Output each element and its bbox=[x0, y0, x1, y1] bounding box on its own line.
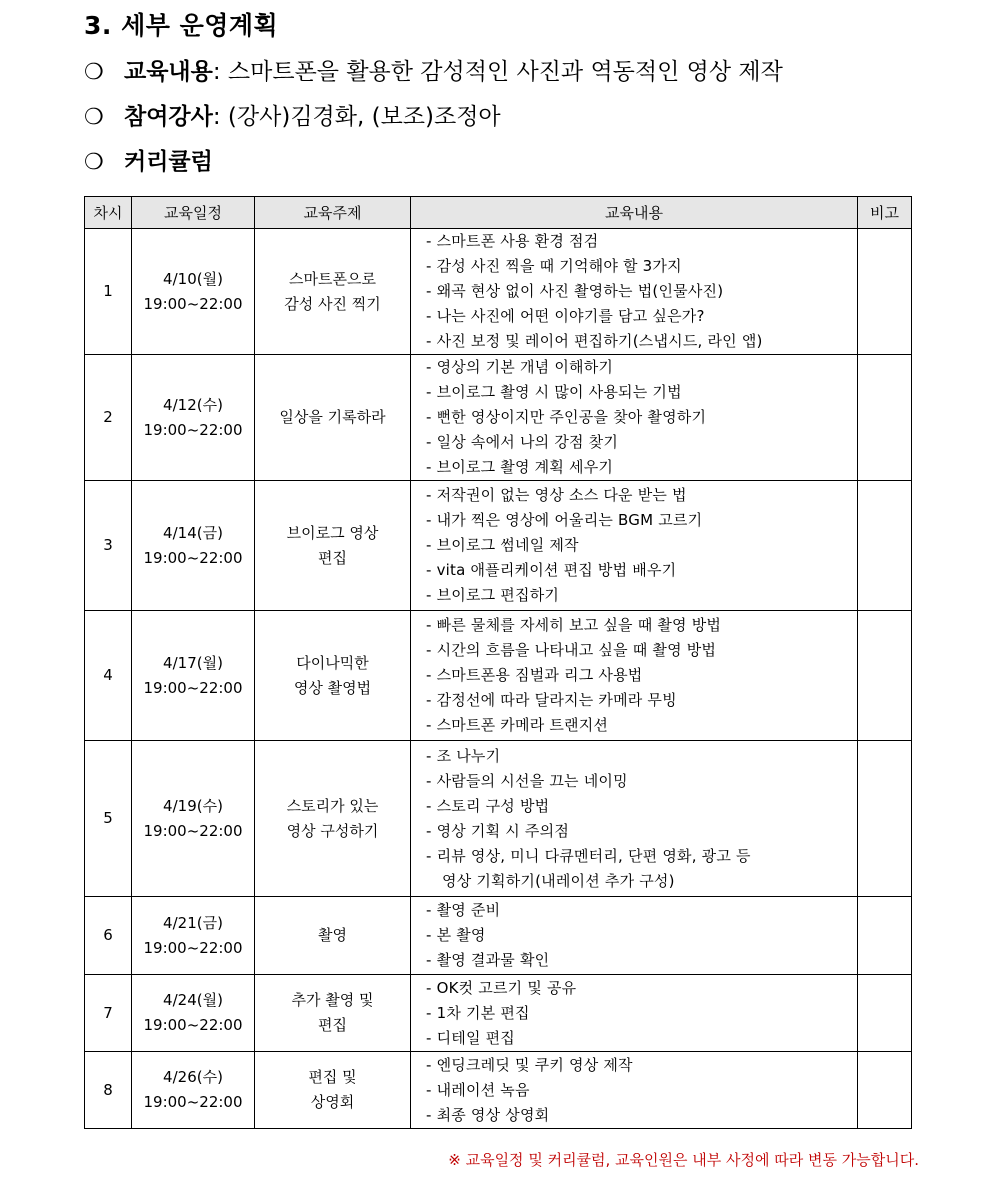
content-line: - 저작권이 없는 영상 소스 다운 받는 법 bbox=[426, 486, 687, 504]
session-number: 6 bbox=[85, 897, 132, 975]
session-number: 7 bbox=[85, 975, 132, 1052]
session-content bbox=[411, 897, 858, 975]
session-schedule bbox=[132, 481, 255, 611]
content-line: - 스토리 구성 방법 bbox=[426, 796, 550, 815]
content-line: - 시간의 흐름을 나타내고 싶을 때 촬영 방법 bbox=[426, 641, 717, 659]
content-line: 영상 기획하기(내레이션 추가 구성) bbox=[442, 871, 675, 890]
session-remarks bbox=[858, 611, 912, 741]
topic-line: 촬영 bbox=[318, 926, 347, 944]
content-line: - 리뷰 영상, 미니 다큐멘터리, 단편 영화, 광고 등 bbox=[426, 846, 751, 865]
content-line: - 내레이션 녹음 bbox=[426, 1080, 530, 1099]
bullet-label: 참여강사 bbox=[124, 104, 213, 130]
session-schedule bbox=[132, 897, 255, 975]
hollow-circle-icon: ❍ bbox=[84, 60, 104, 85]
session-remarks bbox=[858, 481, 912, 611]
session-date: 4/14(금) bbox=[163, 523, 223, 542]
session-time: 19:00~22:00 bbox=[143, 938, 243, 957]
content-line: - vita 애플리케이션 편집 방법 배우기 bbox=[426, 561, 677, 579]
session-topic bbox=[255, 481, 411, 611]
table-row bbox=[85, 611, 912, 741]
session-remarks bbox=[858, 1052, 912, 1129]
content-line: - 사진 보정 및 레이어 편집하기(스냅시드, 라인 앱) bbox=[426, 332, 763, 350]
content-line: - 브이로그 썸네일 제작 bbox=[426, 536, 579, 554]
session-schedule bbox=[132, 229, 255, 355]
curriculum-table bbox=[84, 196, 912, 1129]
content-line: - 왜곡 현상 없이 사진 촬영하는 법(인물사진) bbox=[426, 282, 724, 300]
topic-line: 스마트폰으로 bbox=[289, 269, 376, 288]
session-content bbox=[411, 229, 858, 355]
session-time: 19:00~22:00 bbox=[143, 548, 243, 567]
topic-line: 브이로그 영상 bbox=[286, 523, 379, 542]
session-schedule bbox=[132, 741, 255, 897]
session-topic bbox=[255, 611, 411, 741]
footnote: ※ 교육일정 및 커리큘럼, 교육인원은 내부 사정에 따라 변동 가능합니다. bbox=[448, 1151, 919, 1169]
content-line: - 스마트폰 카메라 트랜지션 bbox=[426, 716, 609, 734]
header-schedule: 교육일정 bbox=[132, 197, 255, 229]
topic-line: 감성 사진 찍기 bbox=[284, 294, 381, 313]
session-content bbox=[411, 1052, 858, 1129]
content-line: - 엔딩크레딧 및 쿠키 영상 제작 bbox=[426, 1055, 633, 1074]
table-row bbox=[85, 355, 912, 481]
session-topic bbox=[255, 975, 411, 1052]
content-line: - 빠른 물체를 자세히 보고 싶을 때 촬영 방법 bbox=[426, 616, 722, 634]
content-line: - 나는 사진에 어떤 이야기를 담고 싶은가? bbox=[426, 307, 705, 325]
content-line: - 감성 사진 찍을 때 기억해야 할 3가지 bbox=[426, 257, 682, 275]
content-line: - 브이로그 편집하기 bbox=[426, 586, 560, 604]
content-line: - 영상의 기본 개념 이해하기 bbox=[426, 358, 614, 376]
topic-line: 영상 구성하기 bbox=[286, 821, 379, 840]
session-date: 4/17(월) bbox=[163, 653, 223, 672]
session-time: 19:00~22:00 bbox=[143, 420, 243, 439]
content-line: - 본 촬영 bbox=[426, 926, 486, 944]
session-topic bbox=[255, 1052, 411, 1129]
topic-line: 편집 bbox=[318, 1016, 347, 1034]
bullet-value: : (강사)김경화, (보조)조정아 bbox=[212, 104, 501, 130]
session-topic bbox=[255, 355, 411, 481]
session-date: 4/26(수) bbox=[163, 1068, 223, 1086]
session-date: 4/12(수) bbox=[163, 395, 223, 414]
session-remarks bbox=[858, 355, 912, 481]
session-schedule bbox=[132, 1052, 255, 1129]
session-number: 1 bbox=[85, 229, 132, 355]
session-number: 5 bbox=[85, 741, 132, 897]
content-line: - 스마트폰 사용 환경 점검 bbox=[426, 232, 599, 250]
session-date: 4/19(수) bbox=[163, 796, 223, 815]
topic-line: 상영회 bbox=[310, 1093, 355, 1111]
hollow-circle-icon: ❍ bbox=[84, 150, 104, 175]
topic-line: 스토리가 있는 bbox=[286, 796, 379, 815]
session-number: 8 bbox=[85, 1052, 132, 1129]
content-line: - 촬영 결과물 확인 bbox=[426, 951, 550, 969]
table-row bbox=[85, 975, 912, 1052]
header-content: 교육내용 bbox=[411, 197, 858, 229]
session-content bbox=[411, 355, 858, 481]
content-line: - 영상 기획 시 주의점 bbox=[426, 821, 570, 840]
session-schedule bbox=[132, 975, 255, 1052]
session-content bbox=[411, 741, 858, 897]
table-row bbox=[85, 229, 912, 355]
session-content bbox=[411, 481, 858, 611]
session-remarks bbox=[858, 975, 912, 1052]
session-topic bbox=[255, 229, 411, 355]
session-date: 4/24(월) bbox=[163, 991, 223, 1009]
session-number: 4 bbox=[85, 611, 132, 741]
content-line: - OK컷 고르기 및 공유 bbox=[426, 978, 577, 997]
hollow-circle-icon: ❍ bbox=[84, 105, 104, 130]
bullet-instructors bbox=[84, 102, 501, 133]
content-line: - 조 나누기 bbox=[426, 746, 501, 765]
session-time: 19:00~22:00 bbox=[143, 821, 243, 840]
session-remarks bbox=[858, 897, 912, 975]
content-line: - 최종 영상 상영회 bbox=[426, 1105, 550, 1124]
table-row bbox=[85, 1052, 912, 1129]
topic-line: 편집 bbox=[318, 548, 347, 567]
content-line: - 사람들의 시선을 끄는 네이밍 bbox=[426, 771, 628, 790]
session-topic bbox=[255, 897, 411, 975]
content-line: - 디테일 편집 bbox=[426, 1028, 515, 1047]
session-schedule bbox=[132, 355, 255, 481]
table-row bbox=[85, 481, 912, 611]
content-line: - 스마트폰용 짐벌과 리그 사용법 bbox=[426, 666, 643, 684]
content-line: - 뻔한 영상이지만 주인공을 찾아 촬영하기 bbox=[426, 408, 707, 426]
topic-line: 다이나믹한 bbox=[296, 653, 369, 672]
section-heading: 3. 세부 운영계획 bbox=[84, 11, 279, 40]
session-time: 19:00~22:00 bbox=[143, 678, 243, 697]
content-line: - 내가 찍은 영상에 어울리는 BGM 고르기 bbox=[426, 511, 703, 529]
content-line: - 촬영 준비 bbox=[426, 901, 501, 919]
session-remarks bbox=[858, 741, 912, 897]
bullet-curriculum bbox=[84, 147, 213, 178]
bullet-label: 커리큘럼 bbox=[124, 149, 213, 175]
topic-line: 일상을 기록하라 bbox=[279, 408, 386, 426]
bullet-education-content bbox=[84, 57, 783, 88]
content-line: - 일상 속에서 나의 강점 찾기 bbox=[426, 433, 619, 451]
content-line: - 브이로그 촬영 계획 세우기 bbox=[426, 458, 614, 476]
session-date: 4/21(금) bbox=[163, 913, 223, 932]
topic-line: 편집 및 bbox=[308, 1068, 357, 1086]
header-topic: 교육주제 bbox=[255, 197, 411, 229]
header-session: 차시 bbox=[85, 197, 132, 229]
session-number: 2 bbox=[85, 355, 132, 481]
session-number: 3 bbox=[85, 481, 132, 611]
session-time: 19:00~22:00 bbox=[143, 1016, 243, 1034]
session-time: 19:00~22:00 bbox=[143, 294, 243, 313]
content-line: - 1차 기본 편집 bbox=[426, 1003, 530, 1022]
session-topic bbox=[255, 741, 411, 897]
topic-line: 추가 촬영 및 bbox=[291, 991, 374, 1009]
topic-line: 영상 촬영법 bbox=[293, 678, 372, 697]
bullet-label: 교육내용 bbox=[124, 59, 213, 85]
session-remarks bbox=[858, 229, 912, 355]
table-row bbox=[85, 897, 912, 975]
bullet-value: : 스마트폰을 활용한 감성적인 사진과 역동적인 영상 제작 bbox=[212, 59, 783, 85]
session-date: 4/10(월) bbox=[163, 269, 223, 288]
session-content bbox=[411, 975, 858, 1052]
table-row bbox=[85, 741, 912, 897]
content-line: - 브이로그 촬영 시 많이 사용되는 기법 bbox=[426, 383, 682, 401]
content-line: - 감정선에 따라 달라지는 카메라 무빙 bbox=[426, 691, 677, 709]
session-schedule bbox=[132, 611, 255, 741]
session-time: 19:00~22:00 bbox=[143, 1093, 243, 1111]
table-header-row bbox=[85, 197, 912, 229]
header-remarks: 비고 bbox=[858, 197, 912, 229]
session-content bbox=[411, 611, 858, 741]
